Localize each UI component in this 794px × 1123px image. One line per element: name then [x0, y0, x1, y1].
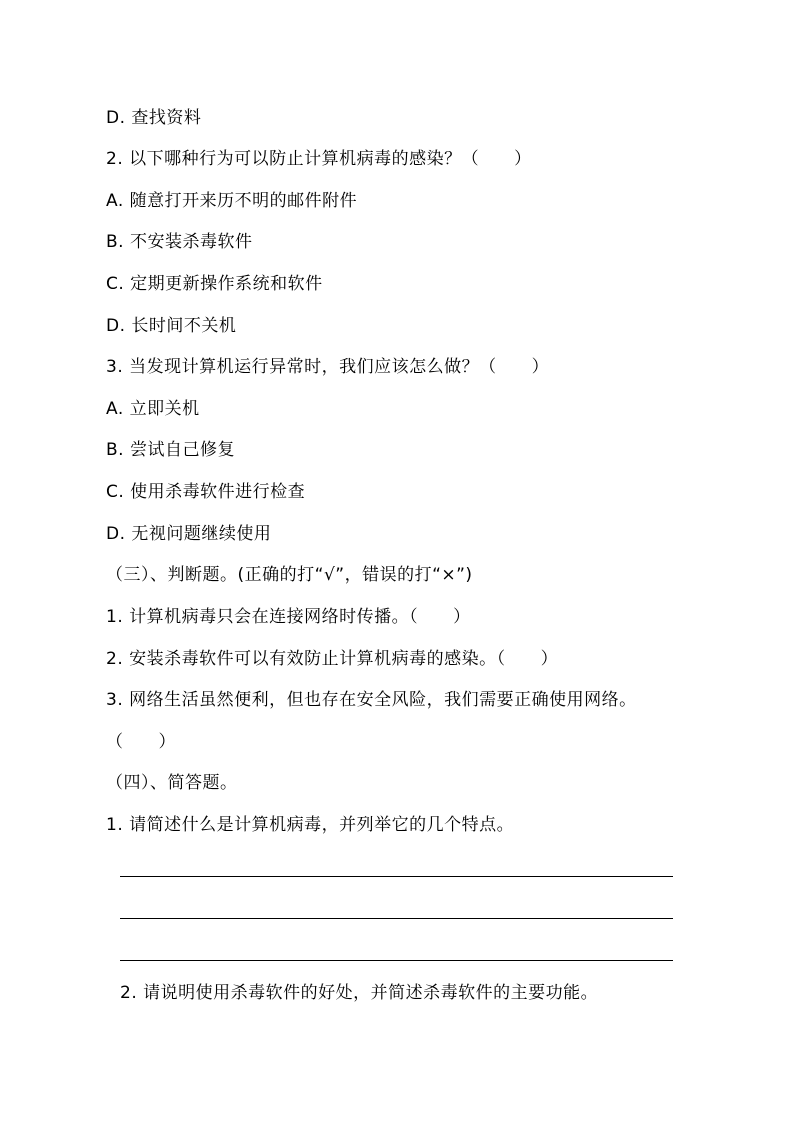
- answer-line[interactable]: [120, 960, 673, 961]
- judge-question-3-brackets: （ ）: [106, 732, 176, 752]
- question-2-option-a: A. 随意打开来历不明的邮件附件: [106, 191, 358, 211]
- question-2-option-c: C. 定期更新操作系统和软件: [106, 274, 323, 294]
- judge-question-1: 1. 计算机病毒只会在连接网络时传播。（ ）: [106, 607, 471, 627]
- short-answer-question-1: 1. 请简述什么是计算机病毒，并列举它的几个特点。: [106, 815, 515, 835]
- option-d-find-info: D. 查找资料: [106, 108, 202, 128]
- question-3: 3. 当发现计算机运行异常时，我们应该怎么做？（ ）: [106, 357, 550, 377]
- answer-line[interactable]: [120, 876, 673, 877]
- short-answer-question-2: 2. 请说明使用杀毒软件的好处，并简述杀毒软件的主要功能。: [120, 983, 599, 1003]
- question-3-option-a: A. 立即关机: [106, 399, 200, 419]
- question-3-option-d: D. 无视问题继续使用: [106, 524, 272, 544]
- judge-question-3: 3. 网络生活虽然便利，但也存在安全风险，我们需要正确使用网络。: [106, 690, 637, 710]
- question-2-option-b: B. 不安装杀毒软件: [106, 232, 253, 252]
- question-2-option-d: D. 长时间不关机: [106, 316, 237, 336]
- section-4-heading: （四）、简答题。: [106, 773, 238, 793]
- question-3-option-c: C. 使用杀毒软件进行检查: [106, 482, 306, 502]
- question-2: 2. 以下哪种行为可以防止计算机病毒的感染？（ ）: [106, 149, 532, 169]
- question-3-option-b: B. 尝试自己修复: [106, 440, 235, 460]
- answer-line[interactable]: [120, 918, 673, 919]
- section-3-heading: （三）、判断题。(正确的打“√”，错误的打“×”): [106, 565, 473, 585]
- judge-question-2: 2. 安装杀毒软件可以有效防止计算机病毒的感染。（ ）: [106, 649, 559, 669]
